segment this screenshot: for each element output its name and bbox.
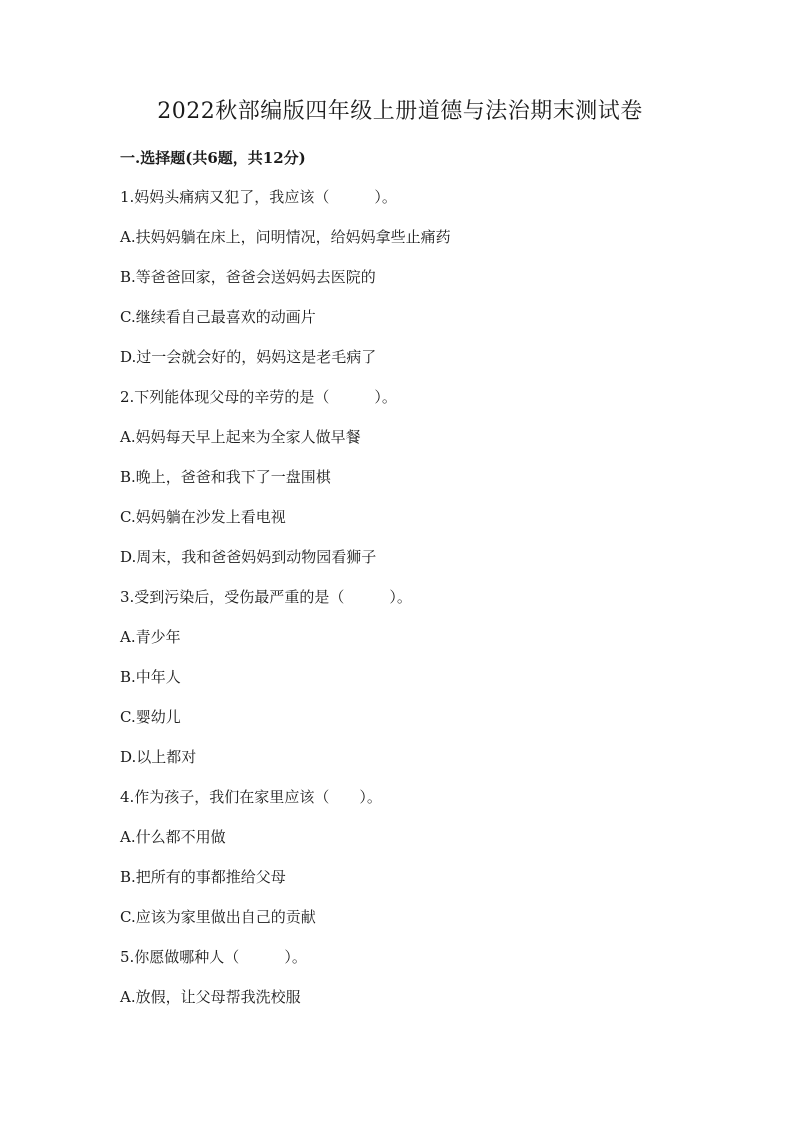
answer-option: A.放假，让父母帮我洗校服 [120, 988, 301, 1006]
question-stem: 3.受到污染后，受伤最严重的是（ ）。 [120, 588, 412, 606]
question-stem: 5.你愿做哪种人（ ）。 [120, 948, 307, 966]
question-list [120, 183, 720, 1023]
answer-option: C.妈妈躺在沙发上看电视 [120, 508, 286, 526]
answer-option: B.等爸爸回家，爸爸会送妈妈去医院的 [120, 268, 376, 286]
question-stem: 2.下列能体现父母的辛劳的是（ ）。 [120, 388, 397, 406]
answer-option: D.以上都对 [120, 748, 197, 766]
answer-option: A.扶妈妈躺在床上，问明情况，给妈妈拿些止痛药 [120, 228, 451, 246]
answer-option: B.把所有的事都推给父母 [120, 868, 286, 886]
answer-option: B.中年人 [120, 668, 181, 686]
answer-option: D.周末，我和爸爸妈妈到动物园看狮子 [120, 548, 377, 566]
answer-option: C.婴幼儿 [120, 708, 181, 726]
page-title: 2022秋部编版四年级上册道德与法治期末测试卷 [157, 99, 643, 124]
answer-option: A.妈妈每天早上起来为全家人做早餐 [120, 428, 361, 446]
answer-option: C.继续看自己最喜欢的动画片 [120, 308, 316, 326]
question-stem: 4.作为孩子，我们在家里应该（ ）。 [120, 788, 382, 806]
answer-option: D.过一会就会好的，妈妈这是老毛病了 [120, 348, 377, 366]
answer-option: A.什么都不用做 [120, 828, 226, 846]
answer-option: C.应该为家里做出自己的贡献 [120, 908, 316, 926]
question-stem: 1.妈妈头痛病又犯了，我应该（ ）。 [120, 188, 397, 206]
answer-option: B.晚上，爸爸和我下了一盘围棋 [120, 468, 331, 486]
answer-option: A.青少年 [120, 628, 181, 646]
section-heading: 一.选择题(共6题，共12分) [120, 149, 306, 167]
